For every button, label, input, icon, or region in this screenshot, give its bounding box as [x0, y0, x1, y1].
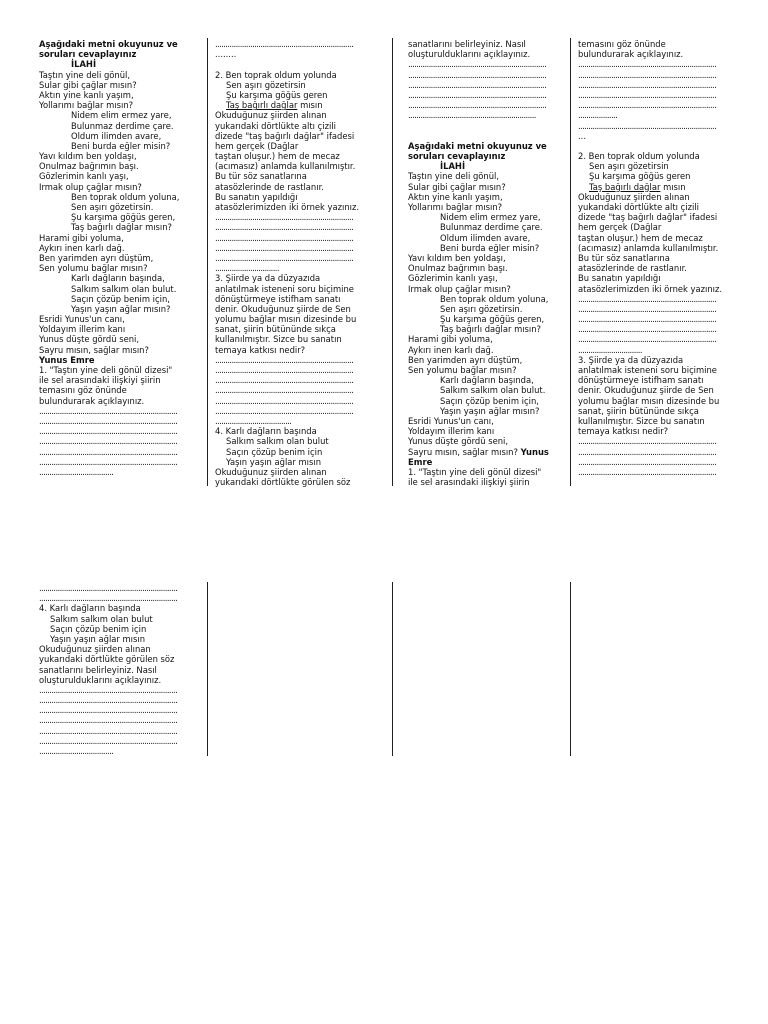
answer-line: ...................................................................	[39, 593, 178, 604]
text-line: Aşağıdaki metni okuyunuz ve	[39, 39, 178, 49]
text-line: Bulunmaz derdime çare.	[440, 222, 543, 233]
answer-line: ...................................................................	[215, 354, 354, 365]
column-divider	[392, 582, 393, 756]
text-line: Yaşın yaşın ağlar mısın?	[440, 405, 540, 416]
text-line: taştan oluşur.) hem de mecaz	[578, 232, 703, 243]
answer-line: ...................................................................	[215, 385, 354, 396]
text-line: Salkım salkım olan bulut.	[71, 283, 177, 294]
text-line: Nidem elim ermez yare,	[440, 212, 541, 223]
text-line	[408, 121, 568, 131]
text-line: Irmak olup çağlar mısın?	[408, 283, 511, 294]
text-line	[408, 447, 568, 457]
text-line: Salkım salkım olan bulut	[50, 613, 153, 624]
text-line: Yaşın yaşın ağlar mısın	[226, 456, 321, 467]
text-line: anlatılmak isteneni soru biçimine	[215, 283, 354, 294]
text-line: ...	[578, 130, 586, 141]
text-line: 1. "Taştın yine deli gönül dizesi"	[39, 365, 173, 375]
worksheet-column-1	[39, 39, 199, 489]
text-line: 2. Ben toprak oldum yolunda	[578, 151, 700, 162]
answer-line: ...................................................................	[408, 59, 547, 70]
text-line: Onulmaz bağrımın başı.	[39, 161, 139, 172]
column-divider	[570, 38, 571, 486]
text-line: Gözlerimin kanlı yaşı,	[408, 273, 498, 284]
text-line: Yunus Emre	[39, 354, 95, 365]
text-line: Nidem elim ermez yare,	[71, 110, 172, 121]
column-divider	[392, 38, 393, 486]
answer-line: ...................................................................	[578, 303, 717, 314]
text-line: atasözlerinde de rastlanır.	[215, 181, 324, 192]
answer-line: ...................................................................	[578, 59, 717, 70]
text-line: Saçın çözüp benim için,	[71, 293, 170, 304]
answer-line: ...................................................................	[215, 212, 354, 223]
text-line: Aşağıdaki metni okuyunuz ve	[408, 140, 547, 151]
text-line: Saçın çözüp benim için	[226, 446, 323, 457]
text-line: Irmak olup çağlar mısın?	[39, 181, 142, 192]
text-line: ........	[215, 49, 237, 60]
text-line: 4. Karlı dağların başında	[215, 426, 317, 437]
text-line: bulundurarak açıklayınız.	[578, 49, 684, 60]
answer-line: ...................................................................	[39, 446, 178, 457]
answer-line: ...................................................................	[39, 695, 178, 706]
text-line: sanat, şiirin bütününde sıkça	[578, 405, 699, 416]
answer-line: ...................................................................	[215, 375, 354, 386]
text-line: sanatlarını belirleyiniz. Nasıl	[408, 39, 526, 49]
text-line: Taştın yine deli gönül,	[408, 171, 500, 182]
answer-line: ...................................................................	[39, 415, 178, 426]
text-line: Harami gibi yoluma,	[408, 334, 493, 345]
text-line: dönüştürmeye istifham sanatı	[578, 375, 704, 386]
text-line: Saçın çözüp benim için,	[440, 395, 539, 406]
answer-line: ...................................................................	[39, 705, 178, 716]
answer-line: ..............................................................	[408, 110, 536, 121]
answer-line: ...................................................................	[578, 79, 717, 90]
text-rest: mısın	[297, 100, 323, 111]
text-line: Salkım salkım olan bulut.	[440, 385, 546, 396]
text-line: Ben yarimden ayrı düştüm,	[39, 252, 154, 263]
text-line: hem gerçek (Dağlar	[578, 222, 662, 233]
text-line: Ben toprak oldum yoluna,	[71, 191, 180, 202]
answer-line: ...................................................................	[215, 252, 354, 263]
answer-line: ...................................................................	[39, 456, 178, 467]
text-line: Salkım salkım olan bulut	[226, 436, 329, 447]
text-line: sanatlarını belirleyiniz. Nasıl	[39, 664, 157, 675]
text-line: Sen yolumu bağlar mısın?	[408, 365, 517, 375]
text-line: Onulmaz bağrımın başı.	[408, 263, 508, 274]
text-line: Yavı kıldım ben yoldaşı,	[408, 252, 506, 263]
answer-line: ...................................................................	[578, 324, 717, 335]
text-line: bulundurarak açıklayınız.	[39, 395, 145, 406]
answer-line: ....................................	[39, 466, 114, 477]
text-line: yolumu bağlar mısın dizesinde bu	[578, 395, 720, 406]
answer-line: ...............................	[215, 263, 279, 274]
text-line: Sen aşırı gözetirsin	[589, 161, 669, 172]
text-line: Esridi Yunus'un canı,	[408, 415, 494, 426]
text-line: atasözlerimizden iki örnek yazınız.	[578, 283, 723, 294]
text-line: İLAHİ	[440, 161, 466, 172]
answer-line: ...................................................................	[215, 242, 354, 253]
answer-line: ...................................................................	[215, 222, 354, 233]
text-line: sanat, şiirin bütününde sıkça	[215, 324, 336, 335]
text-line: Harami gibi yoluma,	[39, 232, 124, 243]
answer-line: ...................................................................	[215, 405, 354, 416]
text-line: Okuduğunuz şiirden alınan	[215, 466, 327, 477]
text-line: 4. Karlı dağların başında	[39, 603, 141, 614]
answer-line: ...................................................................	[39, 725, 178, 736]
column-divider	[570, 582, 571, 756]
worksheet-column-2	[215, 39, 375, 489]
answer-line: ...................................................................	[215, 395, 354, 406]
answer-line: .....................................	[215, 415, 292, 426]
text-line: Sen yolumu bağlar mısın?	[39, 263, 148, 274]
answer-line: ...................................................................	[215, 39, 354, 49]
text-line: atasözlerinde de rastlanır.	[578, 263, 687, 274]
text-line: Aykırı inen karlı dağ.	[408, 344, 494, 355]
text-line: oluşturulduklarını açıklayınız.	[408, 49, 531, 60]
answer-line: ...................................................................	[39, 735, 178, 746]
text-line: Taş bağırlı dağlar mısın?	[71, 222, 172, 233]
answer-line: ...................................................................	[215, 232, 354, 243]
text-line: Saçın çözüp benim için	[50, 623, 147, 634]
answer-line: ...................................................................	[578, 100, 717, 111]
answer-line: ...................................................................	[578, 69, 717, 80]
answer-line: ...................................................................	[215, 365, 354, 375]
text-line: Yollarımı bağlar mısın?	[39, 100, 134, 111]
text-line: 2. Ben toprak oldum yolunda	[215, 69, 337, 80]
text-line: Okuduğunuz şiirden alınan	[578, 191, 690, 202]
underlined-phrase: Taş bağırlı dağlar	[589, 181, 661, 192]
text-line: yukarıdaki dörtlükte görülen söz	[215, 477, 351, 488]
text-line: Yaşın yaşın ağlar mısın?	[71, 303, 171, 314]
answer-line: ...................................................................	[39, 715, 178, 726]
text-line: oluşturulduklarını açıklayınız.	[39, 674, 162, 685]
text-line: atasözlerimizden iki örnek yazınız.	[215, 202, 360, 212]
text-line: 3. Şiirde ya da düzyazıda	[578, 354, 684, 365]
text-line: Aktın yine kanlı yaşım,	[408, 191, 503, 202]
text-line: Ben toprak oldum yoluna,	[440, 293, 549, 304]
text-line	[408, 131, 568, 141]
column-divider	[207, 582, 208, 756]
text-line: yolumu bağlar mısın dizesinde bu	[215, 314, 357, 325]
text-line: soruları cevaplayınız	[408, 151, 506, 162]
text-line: Aktın yine kanlı yaşım,	[39, 89, 134, 100]
text-line: Yaşın yaşın ağlar mısın	[50, 633, 145, 644]
answer-line: ...................................................................	[578, 89, 717, 100]
text-line: Taştın yine deli gönül,	[39, 69, 131, 80]
text-line: 3. Şiirde ya da düzyazıda	[215, 273, 321, 284]
answer-line: ...................	[578, 110, 618, 121]
text-line: Yavı kıldım ben yoldaşı,	[39, 151, 137, 162]
text-line: anlatılmak isteneni soru biçimine	[578, 365, 717, 375]
answer-line: ...................................................................	[408, 89, 547, 100]
text-line: Yunus düşte gördü seni,	[39, 334, 140, 345]
text-line: Yollarımı bağlar mısın?	[408, 202, 503, 212]
worksheet-column-5	[39, 583, 199, 763]
text-line: denir. Okuduğunuz şiirde de Sen	[215, 303, 351, 314]
text-line: Bu tür söz sanatlarına	[578, 252, 670, 263]
answer-line: ...................................................................	[408, 79, 547, 90]
answer-line: ...................................................................	[578, 446, 717, 457]
text-line: Esridi Yunus'un canı,	[39, 314, 125, 325]
text-line: Aykırı inen karlı dağ.	[39, 242, 125, 253]
text-line	[215, 59, 375, 69]
answer-line: ...................................................................	[578, 293, 717, 304]
text-line: ile sel arasındaki ilişkiyi şiirin	[408, 477, 530, 488]
text-line: Emre	[408, 456, 433, 467]
answer-line: ...................................................................	[578, 334, 717, 345]
text-line: dönüştürmeye istifham sanatı	[215, 293, 341, 304]
text-line: Bulunmaz derdime çare.	[71, 120, 174, 131]
text-line: temasını göz önünde	[578, 39, 666, 49]
text-line: ile sel arasındaki ilişkiyi şiirin	[39, 375, 161, 386]
text-line: Taş bağırlı dağlar mısın?	[440, 324, 541, 335]
text-line: Şu karşıma göğüs geren	[226, 89, 328, 100]
text-line: Sayru mısın, sağlar mısın?	[39, 344, 149, 355]
worksheet-column-3	[408, 39, 568, 499]
text-line: yukarıdaki dörtlükte görülen söz	[39, 654, 175, 665]
text-line: Şu karşıma göğüs geren	[589, 171, 691, 182]
text-line: Yunus düşte gördü seni,	[408, 436, 509, 447]
answer-line: ...................................................................	[578, 120, 717, 131]
text-line	[578, 182, 738, 192]
text-line: kullanılmıştır. Sizce bu sanatın	[578, 415, 705, 426]
text-line: hem gerçek (Dağlar	[215, 140, 299, 151]
text-line: Gözlerimin kanlı yaşı,	[39, 171, 129, 182]
text-line: Bu tür söz sanatlarına	[215, 171, 307, 182]
text-line: Sular gibi çağlar mısın?	[408, 181, 506, 192]
text-line: yukarıdaki dörtlükte altı çizili	[215, 120, 336, 131]
text-line: soruları cevaplayınız	[39, 49, 137, 60]
text-line: yukarıdaki dörtlükte altı çizili	[578, 202, 699, 212]
answer-line: ...................................................................	[39, 405, 178, 416]
worksheet-column-4	[578, 39, 738, 489]
text-line: Bu sanatın yapıldığı	[578, 273, 661, 284]
text-line: temaya katkısı nedir?	[578, 426, 669, 437]
text-line: Beni burda eğler misin?	[440, 242, 540, 253]
text-line: dizede "taş bağırlı dağlar" ifadesi	[215, 130, 355, 141]
text-line: temasını göz önünde	[39, 385, 127, 396]
text-line: Oldum ilimden avare,	[440, 232, 531, 243]
text-line: İLAHİ	[71, 59, 97, 70]
text-line	[215, 100, 375, 110]
text-line: Okuduğunuz şiirden alınan	[215, 110, 327, 121]
text-line: dizede "taş bağırlı dağlar" ifadesi	[578, 212, 718, 223]
answer-line: ...................................................................	[39, 426, 178, 437]
underlined-phrase: Taş bağırlı dağlar	[226, 100, 298, 111]
author-name: Yunus	[520, 446, 549, 457]
answer-line: ...................................................................	[578, 456, 717, 467]
text-line: Şu karşıma göğüs geren,	[440, 314, 545, 325]
text-part: Sayru mısın, sağlar mısın?	[408, 446, 521, 457]
text-line: taştan oluşur.) hem de mecaz	[215, 151, 340, 162]
answer-line: ...................................................................	[39, 583, 178, 593]
text-line: (acımasız) anlamda kullanılmıştır.	[215, 161, 356, 172]
text-line: Yoldayım illerim kanı	[408, 426, 495, 437]
text-line: Yoldayım illerim kanı	[39, 324, 126, 335]
answer-line: ...................................................................	[578, 466, 717, 477]
answer-line: ...................................................................	[39, 436, 178, 447]
answer-line: ...................................................................	[408, 69, 547, 80]
text-line: Bu sanatın yapıldığı	[215, 191, 298, 202]
answer-line: ....................................	[39, 746, 114, 756]
answer-line: ...............................	[578, 344, 642, 355]
text-rest: mısın	[660, 181, 686, 192]
text-line: Sular gibi çağlar mısın?	[39, 79, 137, 90]
text-line: Sen aşırı gözetirsin.	[71, 202, 154, 212]
text-line: Sen aşırı gözetirsin	[226, 79, 306, 90]
text-line: kullanılmıştır. Sizce bu sanatın	[215, 334, 342, 345]
text-line: Karlı dağların başında,	[440, 375, 534, 386]
text-line: Oldum ilimden avare,	[71, 130, 162, 141]
answer-line: ...................................................................	[39, 684, 178, 695]
text-line: Beni burda eğler misin?	[71, 140, 171, 151]
answer-line: ...................................................................	[578, 314, 717, 325]
text-line: Sen aşırı gözetirsin.	[440, 303, 523, 314]
text-line: Ben yarimden ayrı düştüm,	[408, 354, 523, 365]
column-divider	[207, 38, 208, 486]
text-line	[578, 141, 738, 151]
text-line: 1. "Taştın yine deli gönül dizesi"	[408, 466, 542, 477]
text-line: Şu karşıma göğüs geren,	[71, 212, 176, 223]
answer-line: ...................................................................	[578, 436, 717, 447]
text-line: Karlı dağların başında,	[71, 273, 165, 284]
text-line: (acımasız) anlamda kullanılmıştır.	[578, 242, 719, 253]
text-line: temaya katkısı nedir?	[215, 344, 306, 355]
text-line: denir. Okuduğunuz şiirde de Sen	[578, 385, 714, 396]
text-line: Okuduğunuz şiirden alınan	[39, 644, 151, 655]
answer-line: ...................................................................	[408, 100, 547, 111]
